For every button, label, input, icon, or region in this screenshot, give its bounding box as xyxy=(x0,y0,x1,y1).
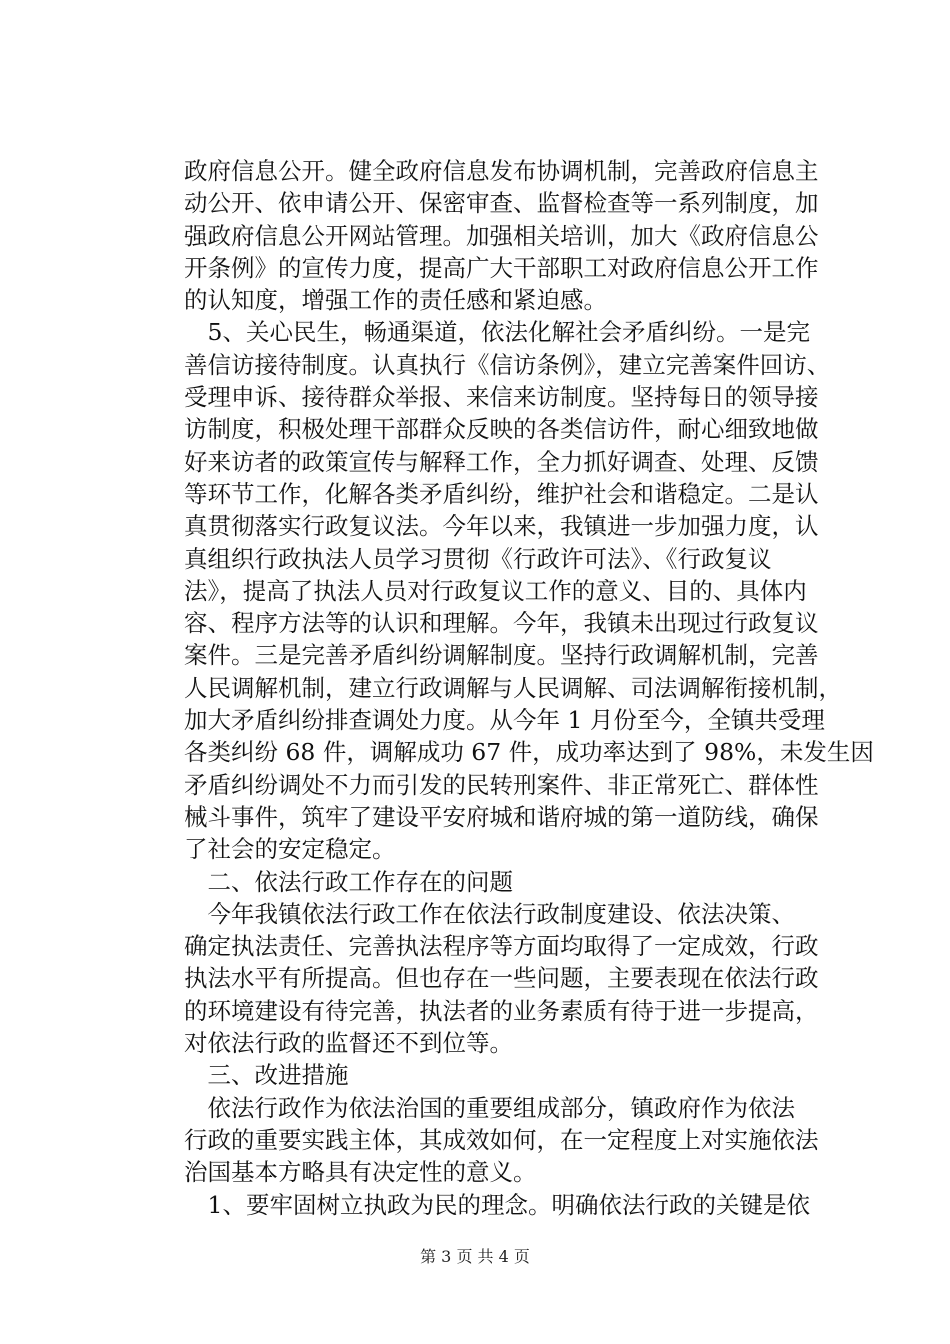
text-line: 善信访接待制度。认真执行《信访条例》，建立完善案件回访、 xyxy=(184,350,831,379)
text-line: 强政府信息公开网站管理。加强相关培训，加大《政府信息公 xyxy=(184,221,819,250)
text-line: 矛盾纠纷调处不力而引发的民转刑案件、非正常死亡、群体性 xyxy=(184,770,819,799)
text-line: 执法水平有所提高。但也存在一些问题，主要表现在依法行政 xyxy=(184,964,819,993)
text-line: 法》，提高了执法人员对行政复议工作的意义、目的、具体内 xyxy=(184,576,807,605)
text-line: 5、关心民生，畅通渠道，依法化解社会矛盾纠纷。一是完 xyxy=(184,318,810,347)
section-heading: 二、依法行政工作存在的问题 xyxy=(184,867,513,896)
text-line: 案件。三是完善矛盾纠纷调解制度。坚持行政调解机制，完善 xyxy=(184,641,819,670)
text-line: 对依法行政的监督还不到位等。 xyxy=(184,1029,513,1058)
text-line: 人民调解机制，建立行政调解与人民调解、司法调解衔接机制， xyxy=(184,673,842,702)
section-heading: 三、改进措施 xyxy=(184,1061,349,1090)
text-line: 真组织行政执法人员学习贯彻《行政许可法》、《行政复议 xyxy=(184,544,772,573)
text-line: 加大矛盾纠纷排查调处力度。从今年 1 月份至今，全镇共受理 xyxy=(184,706,825,735)
text-line: 确定执法责任、完善执法程序等方面均取得了一定成效，行政 xyxy=(184,932,819,961)
text-line: 受理申诉、接待群众举报、来信来访制度。坚持每日的领导接 xyxy=(184,383,819,412)
text-line: 好来访者的政策宣传与解释工作，全力抓好调查、处理、反馈 xyxy=(184,447,819,476)
text-line: 政府信息公开。健全政府信息发布协调机制，完善政府信息主 xyxy=(184,157,819,185)
text-line: 行政的重要实践主体，其成效如何，在一定程度上对实施依法 xyxy=(184,1125,819,1154)
text-line: 的认知度，增强工作的责任感和紧迫感。 xyxy=(184,286,607,315)
text-line: 依法行政作为依法治国的重要组成部分，镇政府作为依法 xyxy=(184,1093,795,1122)
text-line: 械斗事件，筑牢了建设平安府城和谐府城的第一道防线，确保 xyxy=(184,802,819,831)
text-line: 真贯彻落实行政复议法。今年以来，我镇进一步加强力度，认 xyxy=(184,512,819,541)
text-line: 1、要牢固树立执政为民的理念。明确依法行政的关键是依 xyxy=(184,1190,810,1219)
text-line: 的环境建设有待完善，执法者的业务素质有待于进一步提高， xyxy=(184,996,819,1025)
document-body xyxy=(184,155,874,1221)
text-line: 了社会的安定稳定。 xyxy=(184,835,396,864)
text-line: 动公开、依申请公开、保密审查、监督检查等一系列制度，加 xyxy=(184,189,819,218)
text-line: 容、程序方法等的认识和理解。今年，我镇未出现过行政复议 xyxy=(184,609,819,638)
text-line: 访制度，积极处理干部群众反映的各类信访件，耐心细致地做 xyxy=(184,415,819,444)
text-line: 治国基本方略具有决定性的意义。 xyxy=(184,1158,537,1187)
text-line: 等环节工作，化解各类矛盾纠纷，维护社会和谐稳定。二是认 xyxy=(184,479,819,508)
page-footer: 第 3 页 共 4 页 xyxy=(420,1247,530,1266)
text-line: 各类纠纷 68 件，调解成功 67 件，成功率达到了 98%，未发生因 xyxy=(184,738,874,767)
text-line: 开条例》的宣传力度，提高广大干部职工对政府信息公开工作 xyxy=(184,253,819,282)
text-line: 今年我镇依法行政工作在依法行政制度建设、依法决策、 xyxy=(184,899,795,928)
